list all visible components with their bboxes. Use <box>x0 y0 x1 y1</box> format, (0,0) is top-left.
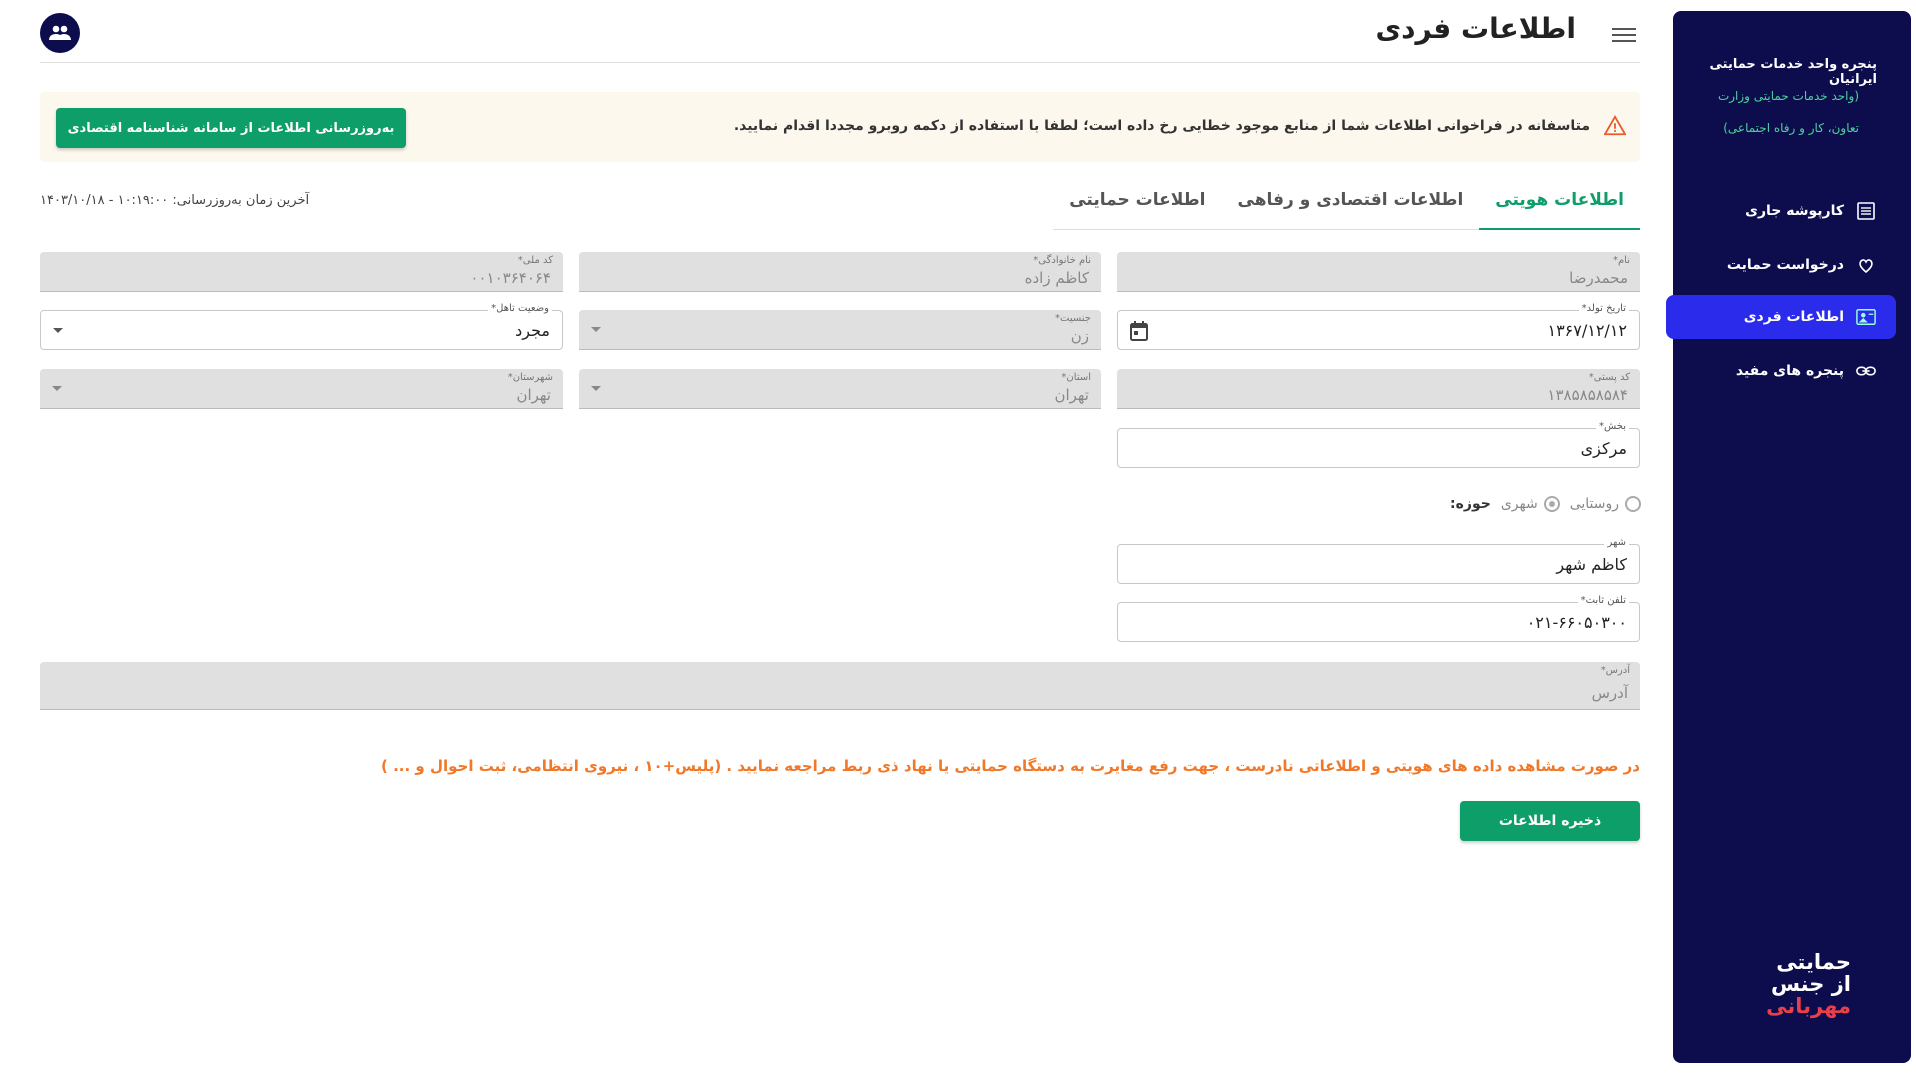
gender-select <box>579 310 1101 350</box>
calendar-icon[interactable] <box>1130 321 1148 341</box>
last-name-label: نام خانوادگی* <box>1033 255 1091 266</box>
national-code-value: ۰۰۱۰۳۶۴۰۶۴ <box>470 269 551 287</box>
phone-field[interactable] <box>1117 595 1640 642</box>
city-label: شهر <box>1604 537 1629 548</box>
radio-rural[interactable] <box>1570 496 1641 512</box>
radio-unchecked-icon[interactable] <box>1625 496 1641 512</box>
address-value: آدرس <box>1591 684 1628 702</box>
sidebar-subtitle: (واحد خدمات حمایتی وزارت <box>1717 89 1859 103</box>
page-title: اطلاعات فردی <box>1375 12 1576 45</box>
national-code-field <box>40 252 563 292</box>
kindness-logo <box>1761 951 1851 1017</box>
phone-label: تلفن ثابت* <box>1578 595 1629 606</box>
sidebar-title: پنجره واحد خدمات حمایتی ایرانیان <box>1709 57 1877 87</box>
address-field <box>40 662 1640 710</box>
tab-economic-welfare[interactable]: اطلاعات اقتصادی و رفاهی <box>1237 190 1464 210</box>
logo-line: از جنس <box>1771 972 1851 996</box>
gender-value: زن <box>1070 327 1089 345</box>
dropdown-arrow-icon <box>591 327 601 332</box>
sidebar-item-useful-windows[interactable] <box>1666 349 1896 393</box>
hand-heart-icon <box>1856 255 1876 275</box>
area-label: حوزه: <box>1450 496 1491 512</box>
error-alert <box>40 92 1640 162</box>
city-value: کاظم شهر <box>1556 555 1627 574</box>
county-select <box>40 369 563 409</box>
birth-date-value: ۱۳۶۷/۱۲/۱۲ <box>1547 321 1627 340</box>
sidebar-item-personal-info[interactable] <box>1666 295 1896 339</box>
phone-value: ۰۲۱-۶۶۰۵۰۳۰۰ <box>1526 613 1627 632</box>
sidebar-subtitle: تعاون، کار و رفاه اجتماعی) <box>1723 121 1859 135</box>
birth-date-field[interactable] <box>1117 303 1640 350</box>
first-name-value: محمدرضا <box>1569 269 1628 287</box>
save-button[interactable]: ذخیره اطلاعات <box>1460 801 1640 841</box>
link-icon <box>1856 361 1876 381</box>
tab-support[interactable]: اطلاعات حمایتی <box>1069 190 1206 210</box>
last-update-text: آخرین زمان به‌روزرسانی: ۱۰:۱۹:۰۰ - ۱۴۰۳/۱۰/۱۸ <box>40 193 310 208</box>
dropdown-arrow-icon[interactable] <box>53 328 63 333</box>
postal-code-field <box>1117 369 1640 409</box>
first-name-label: نام* <box>1612 255 1630 266</box>
address-label: آدرس* <box>1600 665 1630 676</box>
sidebar-item-current-folder[interactable] <box>1666 189 1896 233</box>
city-field[interactable] <box>1117 537 1640 584</box>
gender-label: جنسیت* <box>1055 313 1091 324</box>
tab-bar <box>1053 182 1640 230</box>
alert-message: متاسفانه در فراخوانی اطلاعات شما از منابع موجود خطایی رخ داده است؛ لطفا با استفاده از دکمه روبرو مجددا اقدام نمایید. <box>733 118 1590 134</box>
users-icon[interactable] <box>40 13 80 53</box>
warning-icon <box>1604 115 1626 137</box>
refresh-economic-data-button[interactable]: به‌روزرسانی اطلاعات از سامانه شناسنامه اقتصادی <box>56 108 406 148</box>
id-card-icon <box>1856 307 1876 327</box>
district-value: مرکزی <box>1580 439 1627 458</box>
area-radio-group <box>1450 496 1641 512</box>
correction-notice: در صورت مشاهده داده های هویتی و اطلاعاتی نادرست ، جهت رفع مغایرت به دستگاه حمایتی یا نهاد ذی ربط مراجعه نمایید . (پلیس+۱۰ ، نیروی انتظامی، ثبت احوال و ... ) <box>381 757 1640 775</box>
birth-date-label: تاریخ تولد* <box>1579 303 1629 314</box>
sidebar-item-support-request[interactable] <box>1666 243 1896 287</box>
sidebar-item-label: پنجره های مفید <box>1735 363 1844 379</box>
last-name-value: کاظم زاده <box>1024 269 1089 287</box>
page-header <box>40 8 1640 63</box>
radio-urban[interactable] <box>1501 496 1560 512</box>
dropdown-arrow-icon <box>52 386 62 391</box>
radio-urban-label: شهری <box>1500 496 1538 512</box>
national-code-label: کد ملی* <box>517 255 553 266</box>
postal-code-label: کد پستی* <box>1588 372 1630 383</box>
logo-line: حمایتی <box>1776 950 1851 974</box>
province-select <box>579 369 1101 409</box>
hamburger-menu-icon[interactable] <box>1612 24 1636 44</box>
sidebar <box>1673 11 1911 1063</box>
dropdown-arrow-icon <box>591 386 601 391</box>
radio-checked-icon[interactable] <box>1544 496 1560 512</box>
district-label: بخش* <box>1596 421 1629 432</box>
radio-rural-label: روستایی <box>1569 496 1619 512</box>
sidebar-item-label: اطلاعات فردی <box>1743 309 1844 325</box>
tab-identity[interactable]: اطلاعات هویتی <box>1479 182 1640 230</box>
first-name-field <box>1117 252 1640 292</box>
clipboard-icon <box>1856 201 1876 221</box>
district-field[interactable] <box>1117 421 1640 468</box>
sidebar-item-label: کارپوشه جاری <box>1745 203 1844 219</box>
last-name-field <box>579 252 1101 292</box>
logo-line: مهربانی <box>1766 994 1851 1018</box>
county-label: شهرستان* <box>507 372 553 383</box>
province-label: استان* <box>1061 372 1091 383</box>
marital-status-select[interactable] <box>40 303 563 350</box>
sidebar-item-label: درخواست حمایت <box>1726 257 1844 273</box>
county-value: تهران <box>516 386 551 404</box>
marital-status-value: مجرد <box>515 321 550 340</box>
postal-code-value: ۱۳۸۵۸۵۸۵۸۴ <box>1547 386 1628 404</box>
marital-status-label: وضعیت تاهل* <box>488 303 552 314</box>
province-value: تهران <box>1054 386 1089 404</box>
